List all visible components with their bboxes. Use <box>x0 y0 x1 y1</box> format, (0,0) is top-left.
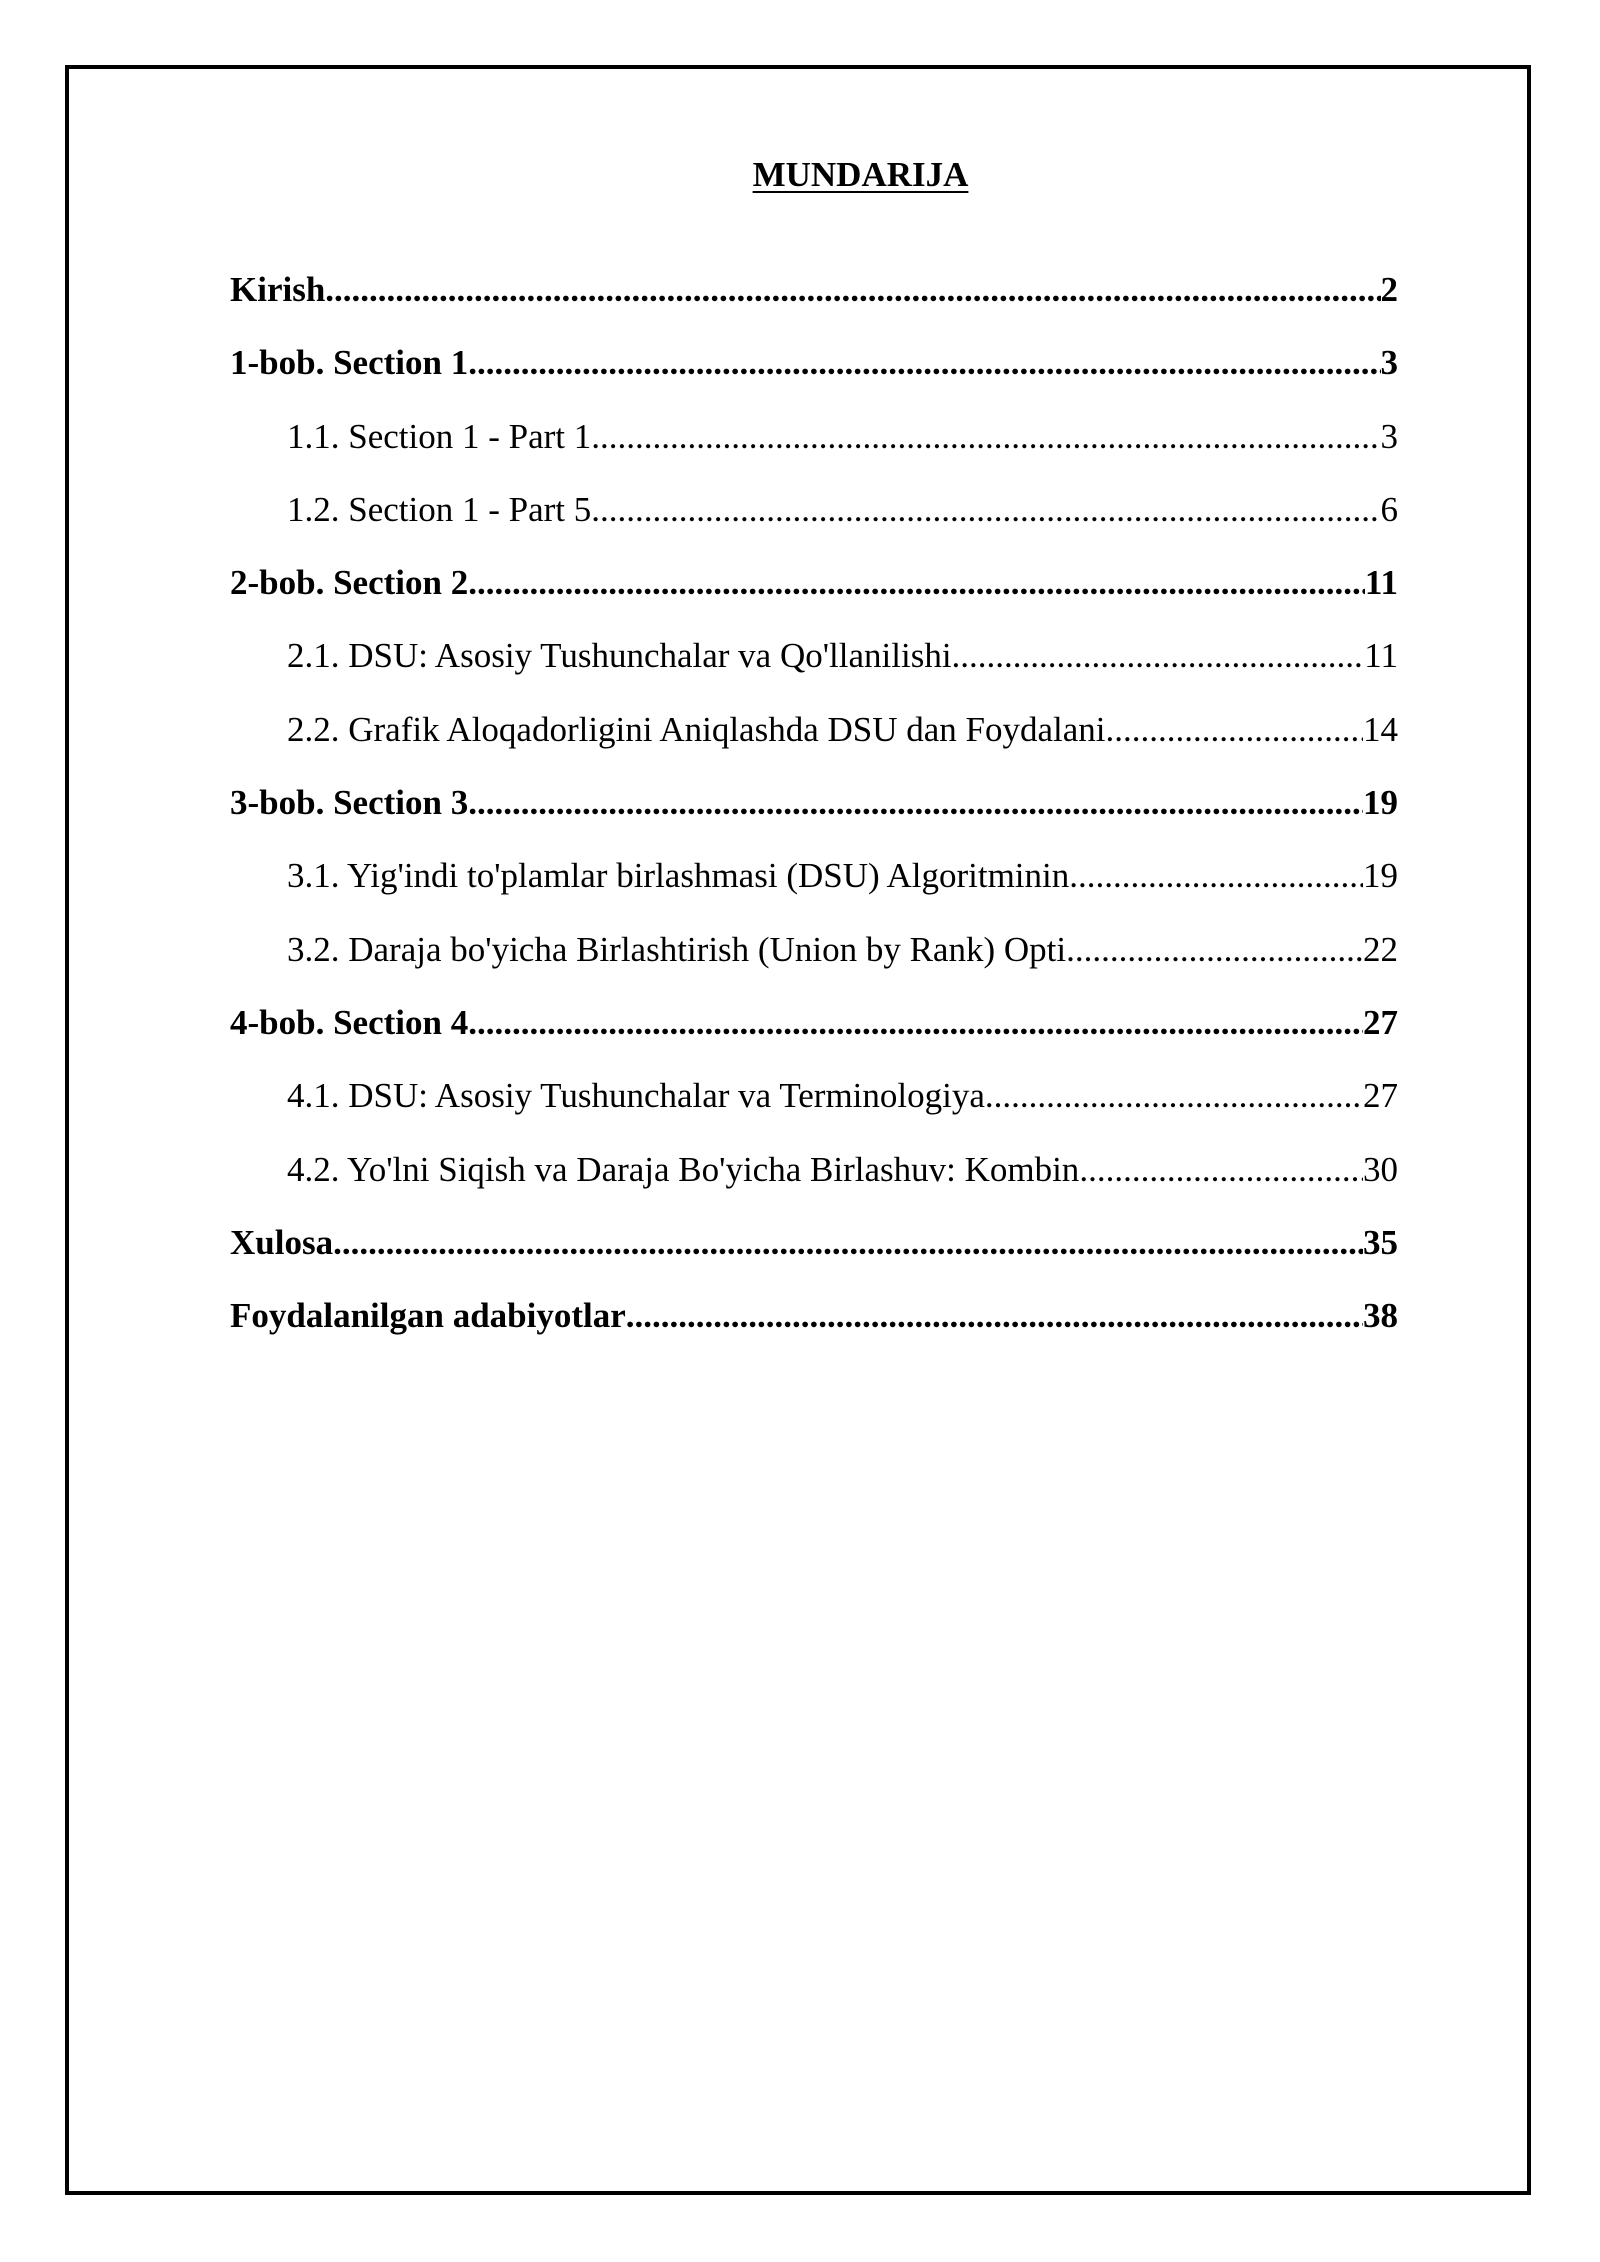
toc-entry-label: 4.2. Yo'lni Siqish va Daraja Bo'yicha Birlashuv: Kombin <box>287 1149 1080 1189</box>
toc-entry-page-number: 19 <box>1363 783 1398 823</box>
page-title: MUNDARIJA <box>752 155 969 194</box>
toc-entry-label: 2.1. DSU: Asosiy Tushunchalar va Qo'llanilishi <box>287 636 952 676</box>
toc-dot-leader <box>468 340 1380 386</box>
toc-entry-chapter[interactable] <box>230 340 1398 413</box>
toc-entry-chapter[interactable] <box>230 560 1398 633</box>
toc-dot-leader <box>468 1000 1363 1046</box>
toc-entry-page-number: 3 <box>1380 416 1398 456</box>
toc-entry-chapter[interactable] <box>230 1220 1398 1293</box>
toc-dot-leader <box>333 1220 1363 1266</box>
toc-entry-chapter[interactable] <box>230 1000 1398 1073</box>
toc-dot-leader <box>591 487 1380 533</box>
toc-entry-page-number: 11 <box>1364 636 1398 676</box>
toc-entry-section[interactable] <box>230 853 1398 926</box>
toc-entry-chapter[interactable] <box>230 780 1398 853</box>
toc-entry-page-number: 35 <box>1363 1222 1398 1262</box>
toc-entry-page-number: 27 <box>1363 1076 1398 1116</box>
toc-entry-section[interactable] <box>230 487 1398 560</box>
toc-dot-leader <box>985 1073 1363 1119</box>
toc-entry-label: 4.1. DSU: Asosiy Tushunchalar va Terminologiya <box>287 1076 985 1116</box>
toc-entry-section[interactable] <box>230 414 1398 487</box>
toc-entry-chapter[interactable] <box>230 267 1398 340</box>
toc-entry-page-number: 2 <box>1380 270 1398 309</box>
toc-dot-leader <box>952 633 1365 679</box>
toc-entry-page-number: 38 <box>1363 1296 1398 1336</box>
toc-entry-page-number: 22 <box>1363 929 1398 969</box>
toc-entry-label: Kirish <box>230 270 326 309</box>
toc-entry-section[interactable] <box>230 633 1398 706</box>
toc-entry-label: 3-bob. Section 3 <box>230 783 469 823</box>
toc-entry-section[interactable] <box>230 1073 1398 1146</box>
toc-dot-leader <box>1106 707 1363 753</box>
toc-dot-leader <box>325 267 1380 313</box>
toc-dot-leader <box>468 560 1365 606</box>
toc-dot-leader <box>626 1293 1363 1339</box>
toc-entry-page-number: 19 <box>1363 856 1398 896</box>
toc-entry-page-number: 27 <box>1363 1002 1398 1042</box>
toc-entry-label: Xulosa <box>230 1222 334 1262</box>
toc-entry-label: 3.1. Yig'indi to'plamlar birlashmasi (DSU) Algoritminin <box>287 856 1070 896</box>
toc-entry-label: 1.2. Section 1 - Part 5 <box>287 489 592 529</box>
toc-entry-section[interactable] <box>230 1147 1398 1220</box>
toc-entry-page-number: 3 <box>1380 343 1398 383</box>
toc-dot-leader <box>468 780 1363 826</box>
toc-entry-label: 4-bob. Section 4 <box>230 1002 469 1042</box>
toc-entry-label: 1.1. Section 1 - Part 1 <box>287 416 592 456</box>
toc-entry-page-number: 6 <box>1380 489 1398 529</box>
toc-dot-leader <box>1066 927 1363 973</box>
toc-entry-chapter[interactable] <box>230 1293 1398 1366</box>
toc-entry-label: Foydalanilgan adabiyotlar <box>230 1296 626 1336</box>
toc-entry-section[interactable] <box>230 927 1398 1000</box>
toc-entry-page-number: 11 <box>1364 563 1398 603</box>
toc-entry-label: 2.2. Grafik Aloqadorligini Aniqlashda DSU dan Foydalani <box>287 709 1106 749</box>
toc-entry-label: 1-bob. Section 1 <box>230 343 469 383</box>
toc-entry-page-number: 14 <box>1363 709 1398 749</box>
table-of-contents <box>230 267 1398 1366</box>
toc-entry-page-number: 30 <box>1363 1149 1398 1189</box>
toc-entry-section[interactable] <box>230 707 1398 780</box>
toc-entry-label: 2-bob. Section 2 <box>230 563 469 603</box>
toc-entry-label: 3.2. Daraja bo'yicha Birlashtirish (Union by Rank) Opti <box>287 929 1067 969</box>
toc-dot-leader <box>1079 1147 1363 1193</box>
toc-dot-leader <box>1069 853 1363 899</box>
toc-dot-leader <box>591 414 1380 460</box>
